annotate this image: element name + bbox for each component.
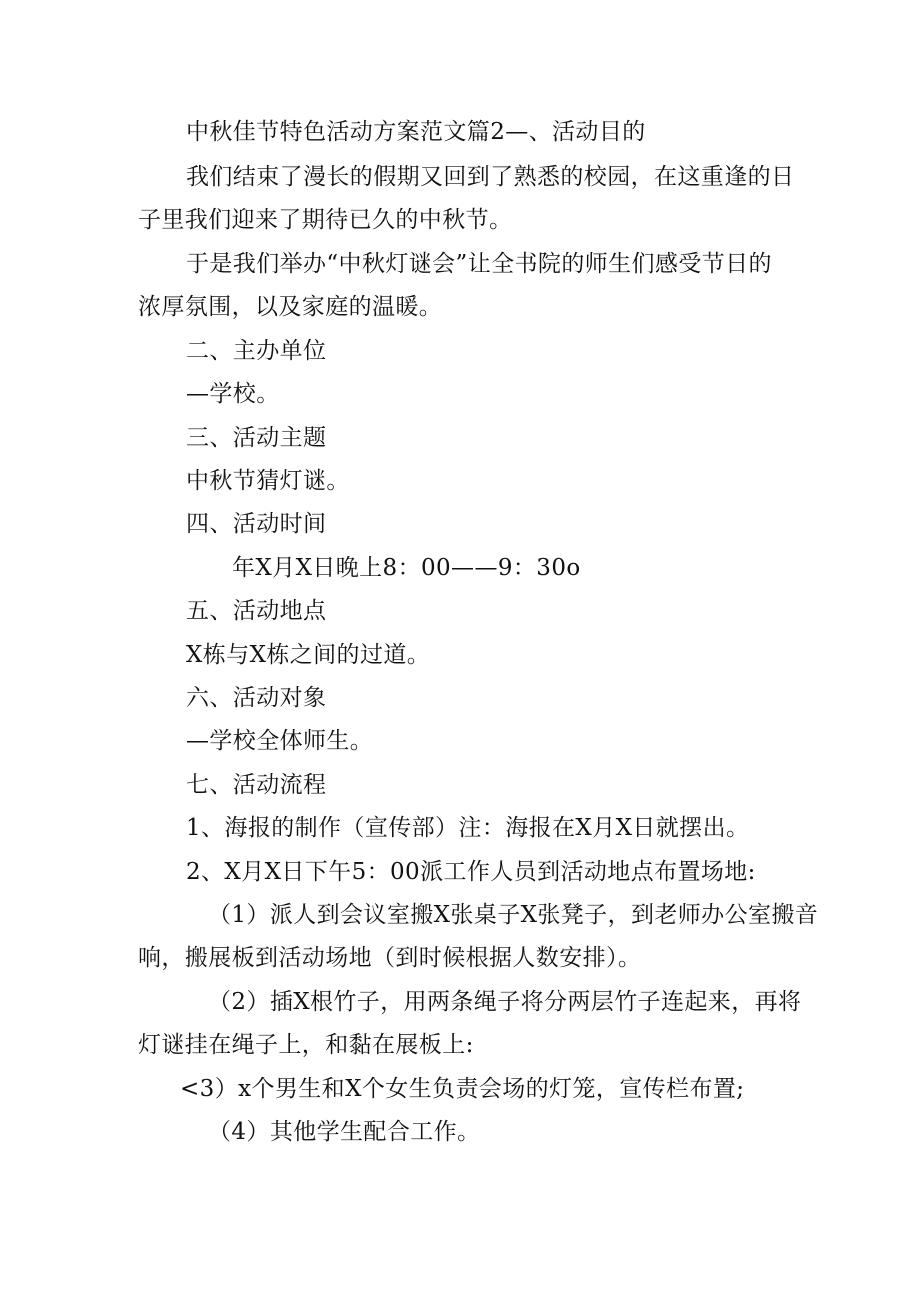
section-audience-body: —学校全体师生。 bbox=[186, 728, 374, 754]
section-theme-body: 中秋节猜灯谜。 bbox=[186, 468, 350, 494]
process-substep-2-line-1: （2）插X根竹子，用两条绳子将分两层竹子连起来，再将 bbox=[208, 989, 802, 1015]
section-time-title: 四、活动时间 bbox=[186, 511, 327, 537]
section-organizer-body: —学校。 bbox=[186, 381, 280, 407]
process-substep-1-line-1: （1）派人到会议室搬X张桌子X张凳子，到老师办公室搬音 bbox=[208, 902, 819, 928]
section-theme-title: 三、活动主题 bbox=[186, 425, 327, 451]
paragraph-purpose-line-2: 子里我们迎来了期待已久的中秋节。 bbox=[138, 207, 513, 233]
paragraph-purpose-line-1: 我们结束了漫长的假期又回到了熟悉的校园，在这重逢的日 bbox=[186, 164, 795, 190]
section-time-body: 年X月X日晚上8：00——9：30o bbox=[232, 555, 581, 581]
document-heading: 中秋佳节特色活动方案范文篇2—、活动目的 bbox=[186, 119, 646, 145]
process-step-1: 1、海报的制作（宣传部）注：海报在X月X日就摆出。 bbox=[186, 815, 750, 841]
paragraph-purpose2-line-2: 浓厚氛围，以及家庭的温暖。 bbox=[138, 294, 443, 320]
process-step-2: 2、X月X日下午5：00派工作人员到活动地点布置场地: bbox=[186, 859, 756, 885]
section-location-body: X栋与X栋之间的过道。 bbox=[186, 642, 431, 668]
process-substep-4: （4）其他学生配合工作。 bbox=[208, 1119, 481, 1145]
section-location-title: 五、活动地点 bbox=[186, 598, 327, 624]
process-substep-2-line-2: 灯谜挂在绳子上，和黏在展板上: bbox=[138, 1032, 474, 1058]
section-audience-title: 六、活动对象 bbox=[186, 685, 327, 711]
section-process-title: 七、活动流程 bbox=[186, 772, 327, 798]
paragraph-purpose2-line-1: 于是我们举办“中秋灯谜会”让全书院的师生们感受节日的 bbox=[186, 251, 772, 277]
process-substep-3: <3）x个男生和X个女生负责会场的灯笼，宣传栏布置; bbox=[180, 1076, 745, 1102]
process-substep-1-line-2: 响，搬展板到活动场地（到时候根据人数安排）。 bbox=[138, 945, 642, 971]
section-organizer-title: 二、主办单位 bbox=[186, 338, 327, 364]
